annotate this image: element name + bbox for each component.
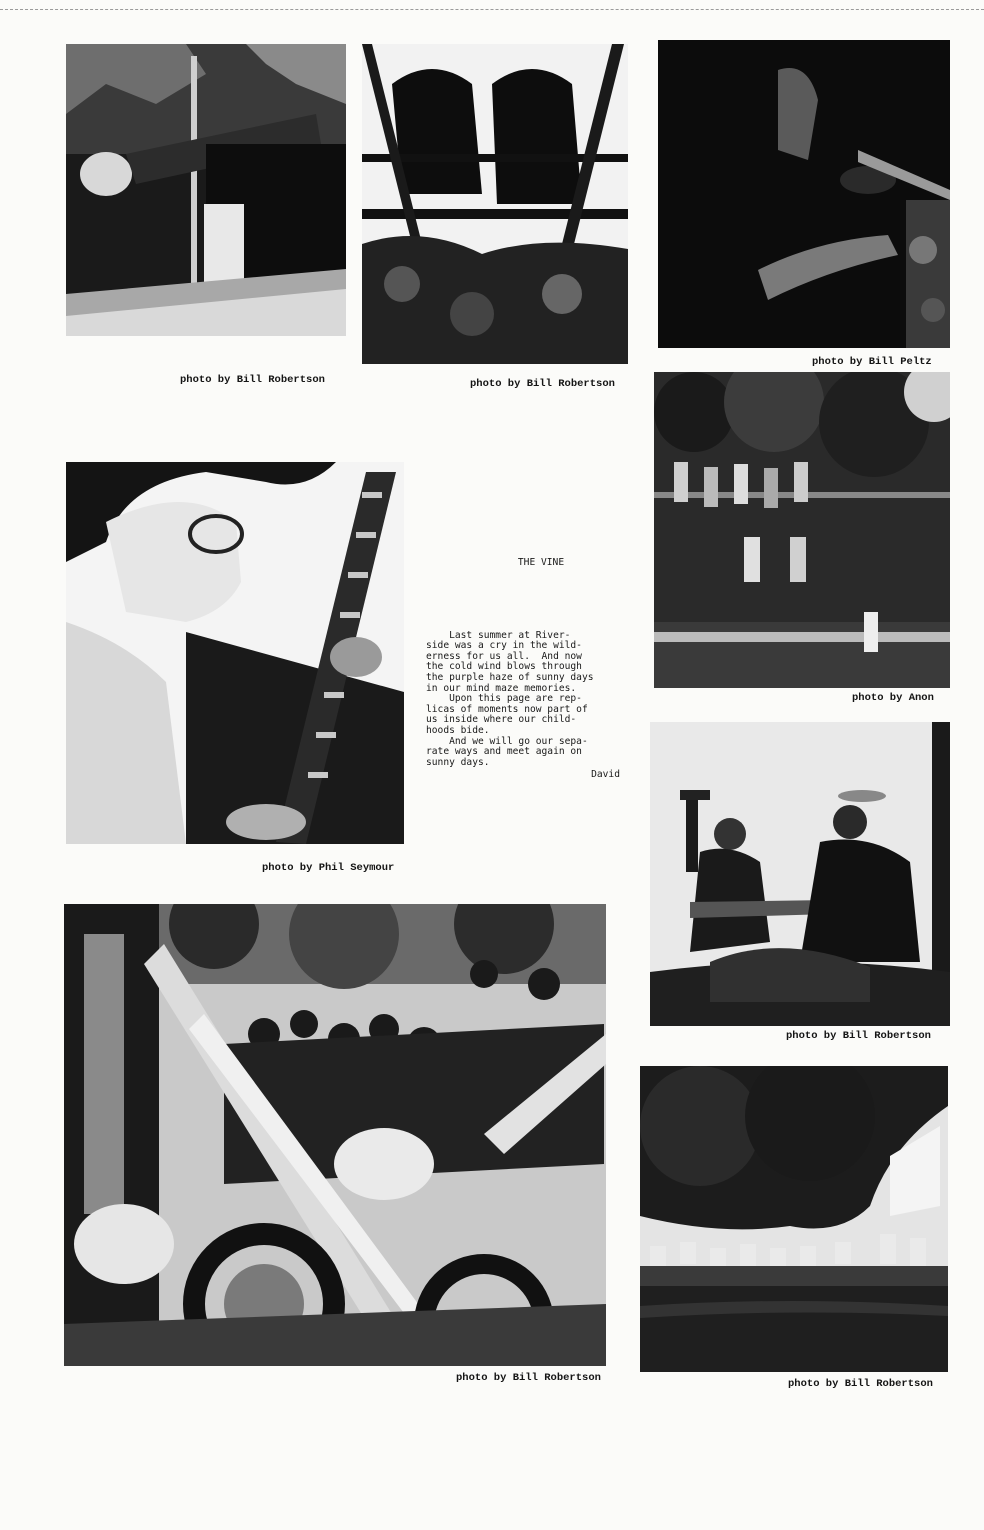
photo-sitar-player: [66, 462, 404, 844]
caption-photo-8: photo by Bill Robertson: [788, 1378, 933, 1390]
photo-singer-microphone: [658, 40, 950, 348]
photo-motorcycles-crowd: [64, 904, 606, 1366]
caption-photo-3: photo by Bill Peltz: [812, 356, 932, 368]
caption-photo-4: photo by Anon: [852, 692, 934, 704]
caption-photo-7: photo by Bill Robertson: [456, 1372, 601, 1384]
poem-the-vine: [426, 558, 626, 781]
poem-line: rate ways and meet again on: [426, 746, 582, 758]
photo-audience-under-trees: [640, 1066, 948, 1372]
poem-line: side was a cry in the wild-: [426, 640, 582, 652]
photo-silhouettes-scaffold: [362, 44, 628, 364]
poem-line: And we will go our sepa-: [426, 735, 588, 747]
photo-two-guitarists: [650, 722, 950, 1026]
poem-line: us inside where our child-: [426, 714, 577, 726]
poem-line: Last summer at River-: [426, 629, 571, 641]
poem-line: Upon this page are rep-: [426, 693, 582, 705]
poem-title: THE VINE: [517, 557, 565, 568]
poem-line: the purple haze of sunny days: [426, 671, 594, 683]
poem-line: erness for us all. And now: [426, 650, 582, 662]
poem-line: hoods bide.: [426, 724, 490, 736]
poem-line: in our mind maze memories.: [426, 682, 577, 694]
photo-guitarist-mic-stand: [66, 44, 346, 336]
page-top-rule: [0, 0, 984, 10]
poem-signature: David: [591, 769, 620, 781]
poem-line: licas of moments now part of: [426, 703, 588, 715]
caption-photo-5: photo by Phil Seymour: [262, 862, 395, 874]
poem-line: the cold wind blows through: [426, 661, 582, 673]
caption-photo-6: photo by Bill Robertson: [786, 1030, 931, 1042]
caption-photo-2: photo by Bill Robertson: [470, 378, 615, 390]
caption-photo-1: photo by Bill Robertson: [180, 374, 325, 386]
poem-line: sunny days.: [426, 756, 490, 768]
photo-crowd-platform-trees: [654, 372, 950, 688]
